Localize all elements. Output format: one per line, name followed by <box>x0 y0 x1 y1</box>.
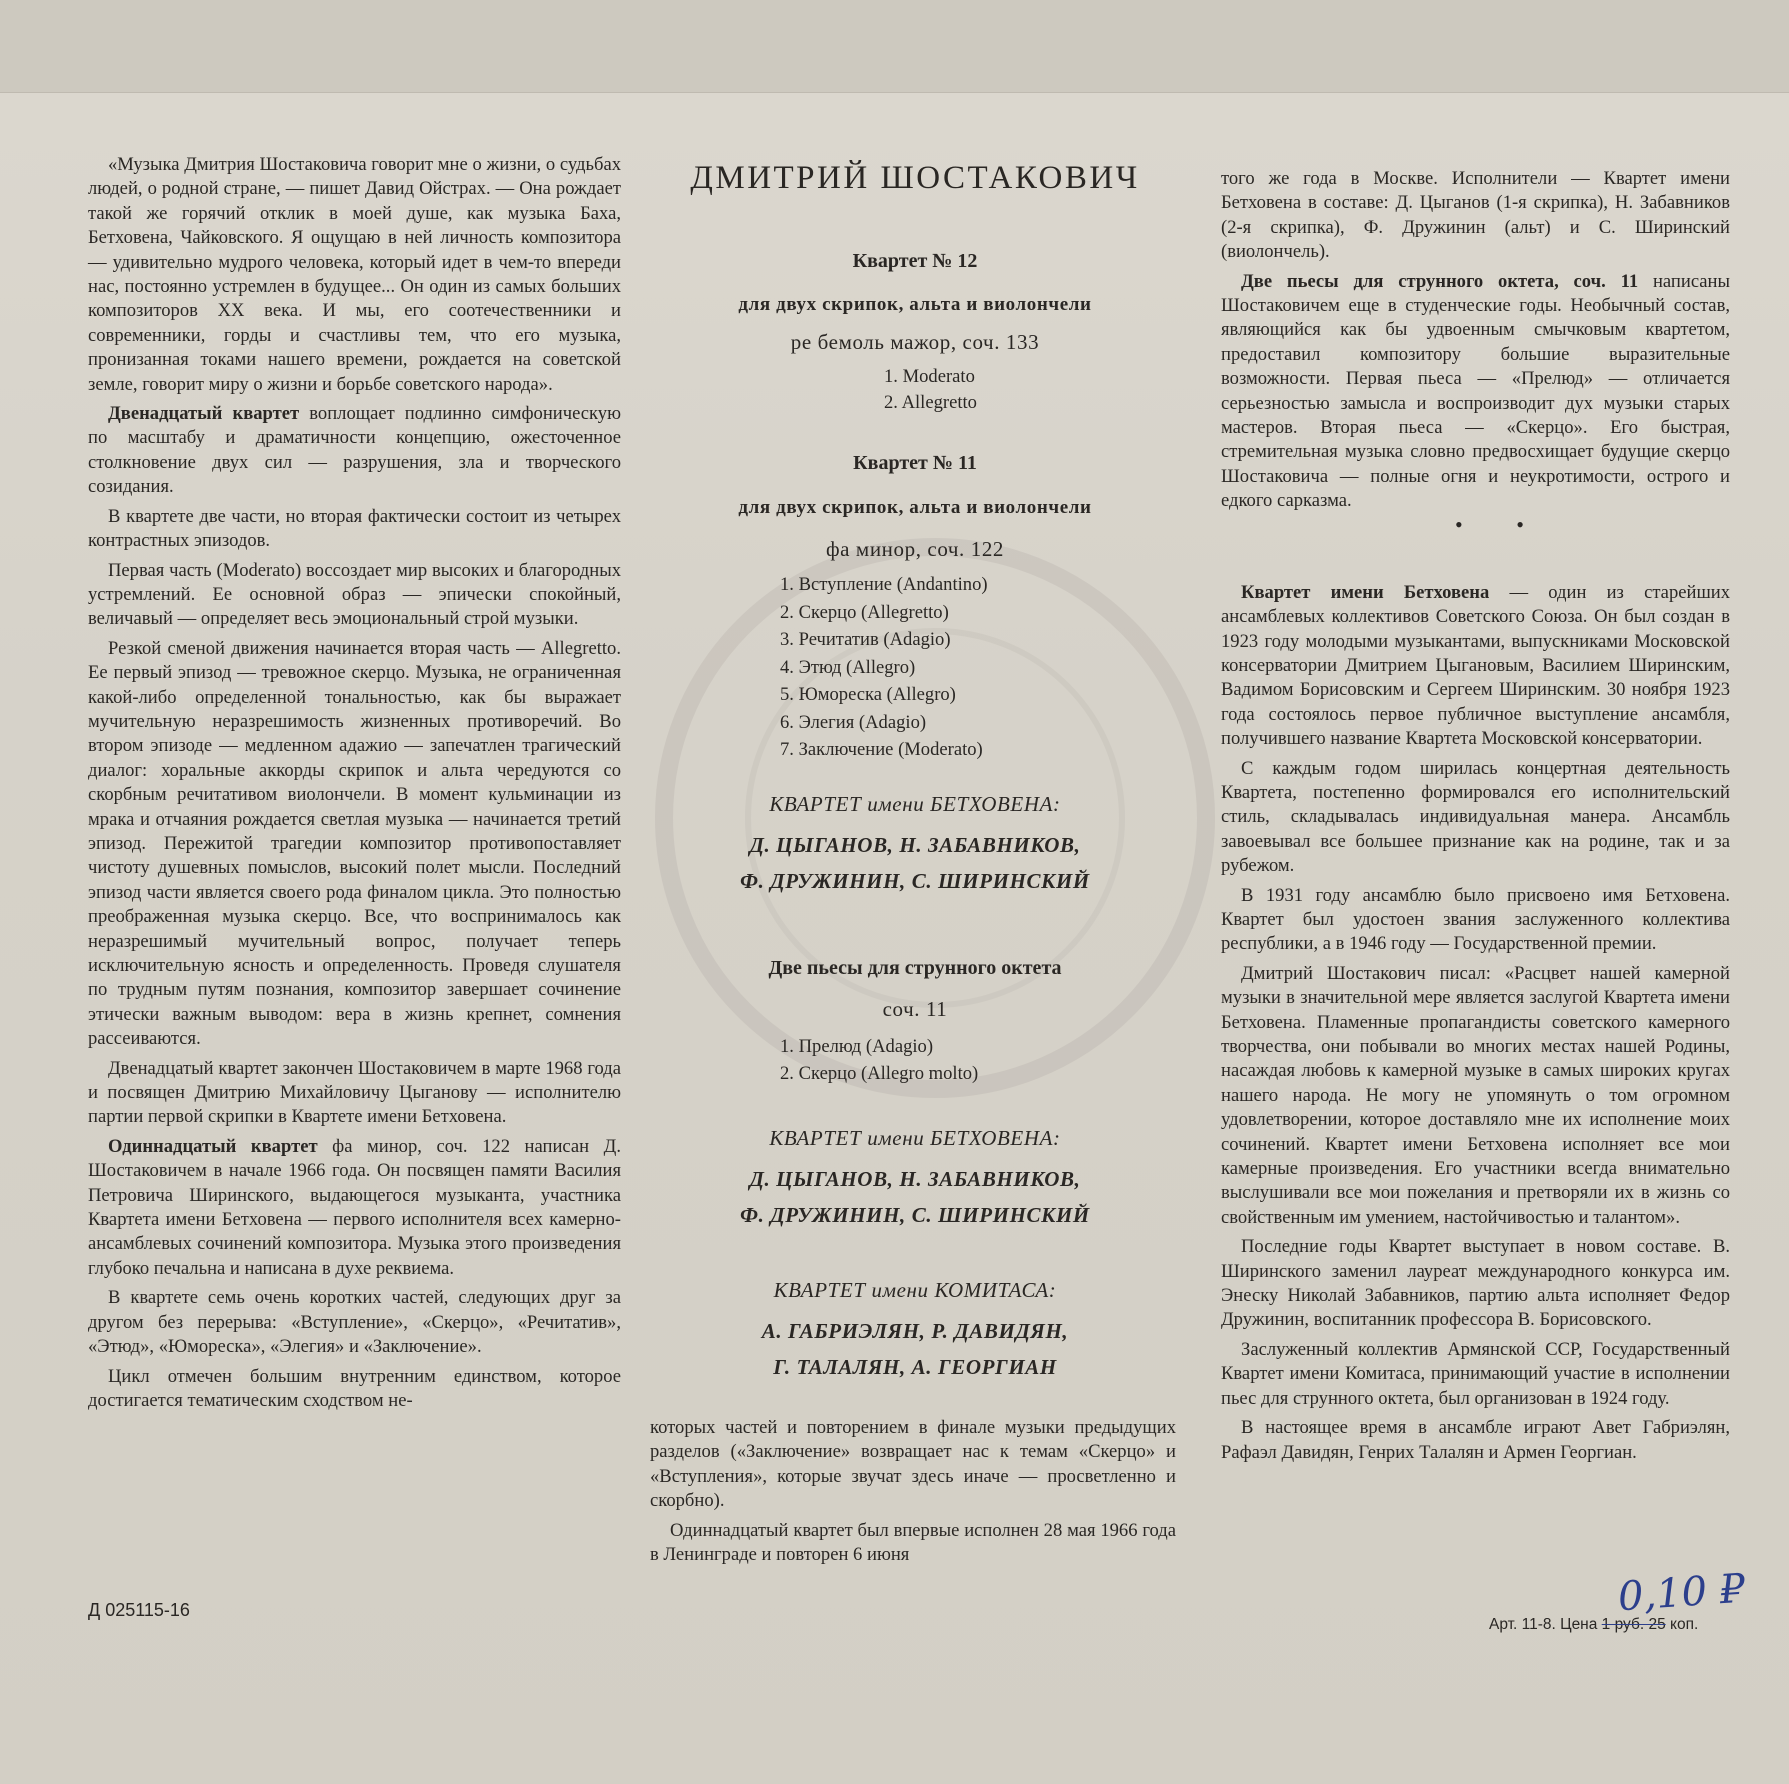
paragraph <box>1221 581 1730 752</box>
paragraph: Последние годы Квартет выступает в новом составе. В. Ширинского заменил лауреат международного конкурса им. Энеску Николай Забавников, партию альта исполняет Федор Дружинин, воспитанник профессора В. Борисовского. <box>1221 1236 1730 1331</box>
performers-label: КВАРТЕТ имени КОМИТАСА: <box>773 1278 1057 1302</box>
movement-item: 7. Заключение (Moderato) <box>780 739 983 760</box>
paragraph: В квартете две части, но вторая фактически состоит из четырех контрастных эпизодов. <box>88 505 621 552</box>
left-text-column <box>88 153 621 1418</box>
movement-item: 2. Allegretto <box>884 392 977 413</box>
composer-name: ДМИТРИЙ ШОСТАКОВИЧ <box>690 160 1140 196</box>
quartet12-movements <box>884 364 977 416</box>
performers-label: КВАРТЕТ имени БЕТХОВЕНА: <box>769 792 1061 816</box>
performers-names-line: Д. ЦЫГАНОВ, Н. ЗАБАВНИКОВ, <box>749 833 1081 857</box>
quartet11-key: фа минор, соч. 122 <box>825 537 1005 561</box>
movement-item: 1. Вступление (Andantino) <box>780 574 988 595</box>
quartet12-key: ре бемоль мажор, соч. 133 <box>790 330 1040 354</box>
movement-item: 4. Этюд (Allegro) <box>780 656 916 678</box>
right-text-column <box>1221 167 1730 1470</box>
paragraph: которых частей и повторением в финале музыки предыдущих разделов («Заключение» возвращает нас к темам «Скерцо» и «Вступления», которые звучат здесь иначе — просветленно и скорбно). <box>650 1417 1176 1512</box>
paragraph: С каждым годом ширилась концертная деятельность Квартета, постепенно формировался его исполнительский стиль, складывалась индивидуальная манера. Ансамбль завоевывал все большее признание как на родине, так и за рубежом. <box>1221 757 1730 877</box>
movement-item: 1. Moderato <box>884 366 975 387</box>
paragraph: Цикл отмечен большим внутренним единством, которое достигается тематическим сходством не- <box>88 1365 621 1411</box>
bold-term: Одиннадцатый квартет <box>108 1135 318 1157</box>
paragraph <box>88 1135 621 1281</box>
paragraph <box>1221 270 1730 514</box>
paragraph: Резкой сменой движения начинается вторая часть — Allegretto. Ее первый эпизод — тревожное скерцо. Музыка, не ограниченная какой-либо определенной тональностью, как бы выражает мучительную неразрешимость жизненных противоречий. Во втором эпизоде — медленном адажио — запечатлен трагический диалог: хоральные аккорды скрипок и альта чередуются со скорбным речитативом виолончели. В момент кульминации из мрака и отчаяния рождается светлая музыка — начинается третий эпизод. Пережитой трагедии композитор противопоставляет чистоту душевных помыслов, высокий полет мысли. Последний эпизод части является своего рода финалом цикла. Это полностью преображенная музыка скерцо. Все, что воспринималось как неразрешимый мучительный вопрос, получает теперь исключительную ясность и определенность. Проведя слушателя по трудным путям познания, композитор завершает сочинение этически важным выводом: вера в жизнь крепнет, сомнения рассеиваются. <box>88 637 621 1050</box>
movement-item: 2. Скерцо (Allegro molto) <box>780 1063 979 1084</box>
performers-names-line: Д. ЦЫГАНОВ, Н. ЗАБАВНИКОВ, <box>749 1167 1081 1191</box>
movement-item: 6. Элегия (Adagio) <box>780 711 927 733</box>
paragraph-text: фа минор, соч. 122 написан Д. Шостаковичем в начале 1966 года. Он посвящен памяти Василия Петровича Ширинского, выдающегося музыканта, участника Квартета имени Бетховена — первого исполнителя всех камерно-ансамблевых сочинений композитора. Музыка этого произведения глубоко печальна и написана в духе реквиема. <box>88 1135 621 1279</box>
bold-term: Двенадцатый квартет <box>108 403 300 425</box>
quartet11-movements <box>780 571 988 764</box>
bold-term: Две пьесы для струнного октета, соч. 11 <box>1241 270 1639 292</box>
middle-text-column <box>650 1416 1176 1572</box>
performers-label: КВАРТЕТ имени БЕТХОВЕНА: <box>769 1126 1061 1150</box>
price-line <box>1489 1616 1698 1634</box>
paragraph-text: написаны Шостаковичем еще в студенческие годы. Необычный состав, являющийся как бы удвоенным смычковым квартетом, предоставил композитору большие выразительные возможности. Первая пьеса — «Прелюд» — отличается серьезностью замысла и воспроизводит дух музыки старых мастеров. Вторая пьеса — «Скерцо». Его быстрая, стремительная музыка словно предвосхищает будущие скерцо Шостаковича — полные огня и неукротимости, острого и едкого сарказма. <box>1221 270 1730 512</box>
octet-movements <box>780 1033 978 1087</box>
price-suffix: коп. <box>1665 1616 1699 1633</box>
quartet11-subtitle: для двух скрипок, альта и виолончели <box>738 497 1092 518</box>
movement-item: 5. Юмореска (Allegro) <box>780 684 956 705</box>
handwritten-price: 0,10 ₽ <box>1616 1565 1747 1621</box>
paragraph: В квартете семь очень коротких частей, следующих друг за другом без перерыва: «Вступление», «Скерцо», «Речитатив», «Этюд», «Юмореска», «Элегия» и «Заключение». <box>88 1287 621 1358</box>
movement-item: 3. Речитатив (Adagio) <box>780 629 951 650</box>
octet-title: Две пьесы для струнного октета <box>768 957 1062 979</box>
paragraph: того же года в Москве. Исполнители — Квартет имени Бетховена в составе: Д. Цыганов (1-я скрипка), Н. Забавников (2-я скрипка), Ф. Дружинин (альт) и С. Ширинский (виолончель). <box>1221 168 1730 263</box>
paragraph <box>88 402 621 500</box>
paragraph: В 1931 году ансамблю было присвоено имя Бетховена. Квартет был удостоен звания заслуженного коллектива республики, а в 1946 году — Государственной премии. <box>1221 884 1730 955</box>
performers-names-line: Ф. ДРУЖИНИН, С. ШИРИНСКИЙ <box>740 1203 1090 1227</box>
price-prefix: Арт. 11-8. Цена <box>1489 1616 1602 1633</box>
performers-names-line: Г. ТАЛАЛЯН, А. ГЕОРГИАН <box>773 1355 1057 1379</box>
paragraph: Заслуженный коллектив Армянской ССР, Государственный Квартет имени Комитаса, принимающий участие в исполнении пьес для струнного октета, был организован в 1924 году. <box>1221 1338 1730 1409</box>
bold-term: Квартет имени Бетховена <box>1241 581 1490 603</box>
oistrakh-quote: «Музыка Дмитрия Шостаковича говорит мне о жизни, о судьбах людей, о родной стране, — пишет Давид Ойстрах. — Она рождает такой же горячий отклик в моей душе, как музыка Баха, Бетховена, Чайковского. Я ощущаю в ней личность композитора — удивительно мудрого человека, который идет в чем-то впереди нас, постоянно устремлен в будущее... Он один из самых больших композиторов XX века. И мы, его соотечественники и современники, горды и счастливы тем, что его музыка, пронизанная токами нашего времени, рождается на советской земле, говорит миру о жизни и борьбе советского народа». <box>88 154 621 395</box>
paragraph-text: воплощает подлинно симфоническую по масштабу и драматичности концепцию, ожесточенное столкновение двух сил — разрушения, зла и творческого созидания. <box>88 403 621 498</box>
octet-key: соч. 11 <box>882 997 948 1021</box>
performers-names-line: Ф. ДРУЖИНИН, С. ШИРИНСКИЙ <box>740 869 1090 893</box>
quartet12-title: Квартет № 12 <box>852 250 978 272</box>
movement-item: 1. Прелюд (Adagio) <box>780 1036 934 1057</box>
paragraph: Двенадцатый квартет закончен Шостаковичем в марте 1968 года и посвящен Дмитрию Михайловичу Цыганову — исполнителю партии первой скрипки в Квартете имени Бетховена. <box>88 1057 621 1128</box>
performers-names-line: А. ГАБРИЭЛЯН, Р. ДАВИДЯН, <box>761 1319 1069 1343</box>
sleeve-top-band <box>0 0 1789 93</box>
paragraph: Первая часть (Moderato) воссоздает мир высоких и благородных устремлений. Ее основной образ — эпически спокойный, величавый — определяет весь эмоциональный строй музыки. <box>88 559 621 630</box>
quartet12-subtitle: для двух скрипок, альта и виолончели <box>738 294 1092 315</box>
paragraph: Одиннадцатый квартет был впервые исполнен 28 мая 1966 года в Ленинграде и повторен 6 июня <box>650 1519 1176 1566</box>
paragraph: Дмитрий Шостакович писал: «Расцвет нашей камерной музыки в значительной мере является заслугой Квартета имени Бетховена. Пламенные пропагандисты советского камерного творчества, они побывали во многих местах нашей Родины, насаждая любовь к камерной музыке в самых широких кругах нашего народа. Не могу не упомянуть о том огромном удовлетворении, которое доставляло мне их исполнение моих сочинений. Квартет имени Бетховена исполняет все мои камерные произведения. Его участники всегда внимательно выслушивали все мои пожелания и претворяли их в жизнь со свойственным им умением, настойчивостью и талантом». <box>1221 962 1730 1228</box>
section-separator: • • <box>1455 512 1548 537</box>
movement-item: 2. Скерцо (Allegretto) <box>780 601 949 623</box>
catalog-number: Д 025115-16 <box>88 1600 190 1620</box>
paragraph: В настоящее время в ансамбле играют Авет Габриэлян, Рафаэл Давидян, Генрих Талалян и Армен Георгиан. <box>1221 1417 1730 1463</box>
paragraph-text: — один из старейших ансамблевых коллективов Советского Союза. Он был создан в 1923 году молодыми музыкантами, выпускниками Московской консерватории Дмитрием Цыгановым, Василием Ширинским, Вадимом Борисовским и Сергеем Ширинским. 30 ноября 1923 года состоялось первое публичное выступление ансамбля, получившего название Квартета Московской консерватории. <box>1221 581 1731 750</box>
quartet11-title: Квартет № 11 <box>853 452 977 474</box>
struck-price: 1 руб. 25 <box>1601 1616 1666 1633</box>
